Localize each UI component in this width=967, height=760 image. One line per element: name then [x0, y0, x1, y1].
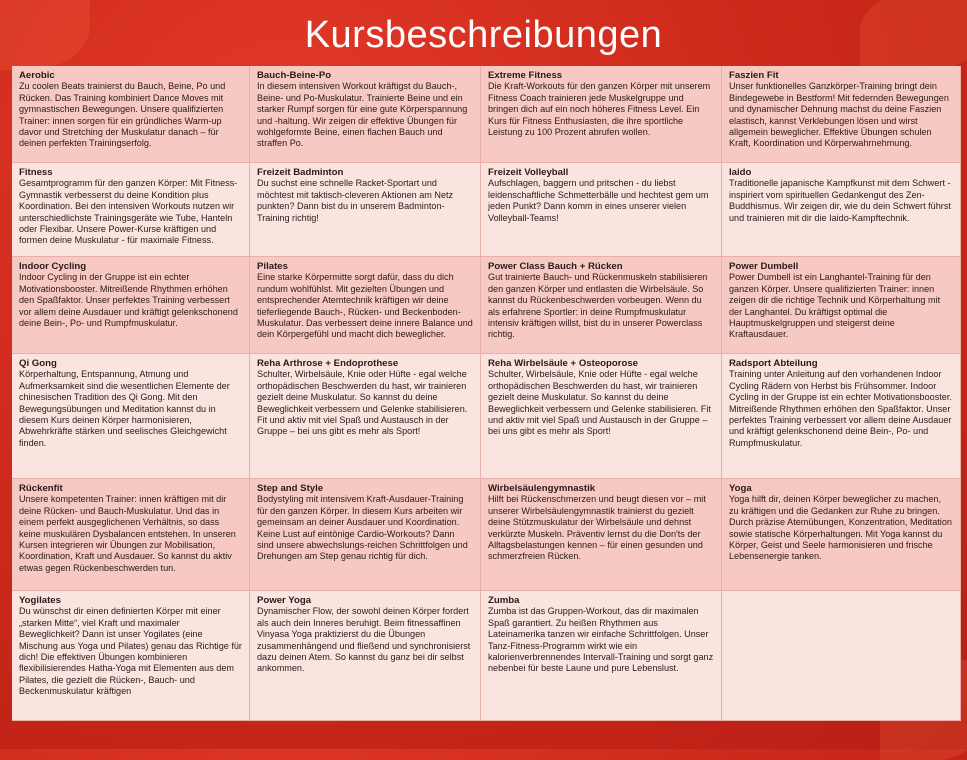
course-cell: [250, 66, 481, 163]
course-name: Rückenfit: [19, 483, 63, 494]
course-description: Hilft bei Rückenschmerzen und beugt diesen vor – mit unserer Wirbelsäulengymnastik trainierst du gezielt deine Stützmuskulatur der Wirbelsäule und dehnst verkürzte Muskeln. Präventiv lernst du die Don'ts der Alltagsbelastungen kennen – für einen gesunden und schmerzfreien Rücken.: [488, 494, 706, 562]
course-cell: [481, 591, 722, 721]
course-name: Fitness: [19, 167, 53, 178]
course-cell: [481, 479, 722, 591]
course-description: Traditionelle japanische Kampfkunst mit dem Schwert - inspiriert vom spirituellen Gedankengut des Zen-Buddhismus. Wir zeigen dir, wie du dein Schwert führst und trainieren mit dir die Iaido-Kampftechnik.: [729, 178, 951, 223]
course-cell: [722, 257, 961, 354]
course-name: Freizeit Volleyball: [488, 167, 569, 178]
course-name: Step and Style: [257, 483, 324, 494]
course-name: Aerobic: [19, 70, 55, 81]
course-name: Power Yoga: [257, 595, 312, 606]
course-name: Reha Arthrose + Endoprothese: [257, 358, 399, 369]
course-description: Du wünschst dir einen definierten Körper mit einer „starken Mitte“, viel Kraft und maximaler Beweglichkeit? Dann ist unser Yogilates (eine Mischung aus Yoga und Pilates) genau das Richtige für dich! Die effektiven Übungen kombinieren flexibilisierendes Hatha-Yoga mit Elementen aus dem Pilates, die gezielt die Rücken-, Bauch- und Beckenmuskulatur kräftigen: [19, 606, 242, 697]
course-cell: [12, 591, 250, 721]
course-cell: [481, 163, 722, 257]
course-cell: [250, 257, 481, 354]
course-description: Bodystyling mit intensivem Kraft-Ausdauer-Training für den ganzen Körper. In diesem Kurs arbeiten wir gemeinsam an deiner Ausdauer und Koordination. Keine Lust auf eintönige Cardio-Workouts? Dann sind unsere abwechslungs-reichen Schrittfolgen und Drehungen am Step genau richtig für dich.: [257, 494, 468, 562]
course-name: Iaido: [729, 167, 752, 178]
course-description: Körperhaltung, Entspannung, Atmung und Aufmerksamkeit sind die wesentlichen Elemente der chinesischen Tradition des Qi Gong. Mit den Bewegungsübungen und Meditation kannst du in diesem Kurs deinen Körper harmonisieren, Abwehrkräfte stärken und seelisches Gleichgewicht finden.: [19, 369, 230, 448]
course-description: Eine starke Körpermitte sorgt dafür, dass du dich rundum wohlfühlst. Mit gezielten Übungen und entsprechender Atemtechnik kräftigen wir deine tieferliegende Bauch-, Rücken- und Beckenboden-Muskulatur. Das verbessert deine innere Balance und dein Körpergefühl und macht dich beweglicher.: [257, 272, 473, 340]
course-description: Schulter, Wirbelsäule, Knie oder Hüfte - egal welche orthopädischen Beschwerden du hast, wir trainieren gezielt deine Muskulatur. So kannst du deine Beweglichkeit verbessern und Gelenke stabilisieren. Fit und aktiv mit viel Spaß und Austausch in der Gruppe – bei uns gibt es mehr als Sport!: [488, 369, 711, 437]
course-description: Indoor Cycling in der Gruppe ist ein echter Motivationsbooster. Mitreißende Rhythmen erhöhen den Spaßfaktor. Unser perfektes Training verbessert vor allem deine Ausdauer und kräftigt gelenkschonend deine Bein-, Po- und Rumpfmuskulatur.: [19, 272, 238, 329]
course-cell: [250, 163, 481, 257]
course-name: Faszien Fit: [729, 70, 779, 81]
course-grid: [12, 66, 961, 721]
course-description: Die Kraft-Workouts für den ganzen Körper mit unserem Fitness Coach trainieren jede Muskelgruppe und bringen dich auf ein noch höheres Fitness Level. Ein Kurs für Fitness Enthusiasten, die ihre sportliche Leistung zu 100 Prozent abrufen wollen.: [488, 81, 711, 138]
course-description: Gesamtprogramm für den ganzen Körper: Mit Fitness-Gymnastik verbesserst du deine Kondition plus Koordination. Bei den intensiven Workouts nutzen wir unterschiedlichste Trainingsgeräte wie Tube, Hanteln oder Flexibar. Unsere Power-Kurse kräftigen und formen deine Muskulatur - für maximale Fitness.: [19, 178, 238, 246]
course-cell: [12, 479, 250, 591]
course-name: Yogilates: [19, 595, 61, 606]
course-cell: [250, 354, 481, 479]
course-name: Yoga: [729, 483, 752, 494]
course-description: Aufschlagen, baggern und pritschen - du liebst leidenschaftliche Schmetterbälle und hechtest gem um jeden Punkt? Dann komm in eines unserer vielen Volleyball-Teams!: [488, 178, 709, 223]
course-cell: [12, 163, 250, 257]
course-description: Unser funktionelles Ganzkörper-Training bringt dein Bindegewebe in Bestform! Mit federnden Bewegungen und dynamischer Dehnung machst du deine Faszien elastisch, kannst Verklebungen lösen und wirst allgemein beweglicher. Effektive Übungen schulen Kraft, Koordination und Körperwahrnehmung.: [729, 81, 949, 149]
course-cell: [722, 479, 961, 591]
course-cell: [12, 257, 250, 354]
course-description: In diesem intensiven Workout kräftigst du Bauch-, Beine- und Po-Muskulatur. Trainierte Beine und ein starker Rumpf sorgen für eine gute Körperspannung und -haltung. Wir zeigen dir effektive Übungen für wohlgeformte Beine, einen flachen Bauch und straffen Po.: [257, 81, 468, 149]
course-description: Training unter Anleitung auf den vorhandenen Indoor Cycling Rädern von Herbst bis Frühsommer. Indoor Cycling in der Gruppe ist ein echter Motivationsbooster. Mitreißende Rhythmen erhöhen den Spaßfaktor. Unser perfektes Training verbessert vor allem deine Ausdauer und kräftigt gelenkschonend deine Bein-, Po- und Rumpfmuskulatur.: [729, 369, 952, 448]
course-name: Indoor Cycling: [19, 261, 87, 272]
course-cell: [481, 66, 722, 163]
course-description: Dynamischer Flow, der sowohl deinen Körper fordert als auch dein Inneres beruhigt. Beim fitnessaffinen Vinyasa Yoga praktizierst du die Übungen zusammenhängend und fließend und synchronisierst dazu deinen Atem. So kannst du ganz bei dir selbst ankommen.: [257, 606, 471, 674]
page-title: Kursbeschreibungen: [304, 14, 663, 56]
course-name: Power Class Bauch + Rücken: [488, 261, 623, 272]
course-name: Freizeit Badminton: [257, 167, 344, 178]
course-description: Gut trainierte Bauch- und Rückenmuskeln stabilisieren den ganzen Körper und entlasten die Wirbelsäule. So kannst du Rückenbeschwerden vorbeugen. Wenn du als erfahrene Sportler: in deine Rumpfmuskulatur intensiv kräftigen willst, bist du in unserer Powerclass richtig.: [488, 272, 708, 340]
course-name: Radsport Abteilung: [729, 358, 818, 369]
course-description: Power Dumbell ist ein Langhantel-Training für den ganzen Körper. Unsere qualifizierten Trainer: innen zeigen dir die richtige Technik und Körperhaltung mit der Langhantel. Du kräftigst optimal die Hauptmuskelgruppen und steigerst deine Kraftausdauer.: [729, 272, 941, 340]
course-cell: [12, 354, 250, 479]
course-name: Bauch-Beine-Po: [257, 70, 332, 81]
course-cell: [481, 257, 722, 354]
course-name: Wirbelsäulengymnastik: [488, 483, 596, 494]
course-cell: [250, 479, 481, 591]
course-description: Du suchst eine schnelle Racket-Sportart und möchtest mit taktisch-cleveren Aktionen am Netz punkten? Dann bist du in unserem Badminton-Training richtig!: [257, 178, 454, 223]
course-name: Power Dumbell: [729, 261, 799, 272]
course-description: Unsere kompetenten Trainer: innen kräftigen mit dir deine Rücken- und Bauch-Muskulatur. Und das in einem perfekt ausgeglichenen Verhältnis, so dass keine muskulären Dysbalancen entstehen. In unseren Kursen integrieren wir Übungen zur Mobilisation, Koordination, Kraft und Ausdauer. So kannst du aktiv etwas gegen Rückenbeschwerden tun.: [19, 494, 236, 573]
course-description: Yoga hilft dir, deinen Körper beweglicher zu machen, zu kräftigen und die Gedanken zur Ruhe zu bringen. Durch präzise Atemübungen, Konzentration, Meditation sowie statische Körperhaltungen. Mit Yoga kannst du Körper, Geist und Seele harmonisieren und frische Lebensenergie tanken.: [729, 494, 952, 562]
course-cell: [12, 66, 250, 163]
course-cell: [722, 354, 961, 479]
course-cell: [722, 66, 961, 163]
course-description: Zu coolen Beats trainierst du Bauch, Beine, Po und Rücken. Das Training kombiniert Dance Moves mit gymnastischen Bewegungen. Unsere qualifizierten Trainer: innen sorgen für ein gründliches Warm-up davor und Stretching der Muskulatur danach – für deinen perfekten Trainingserfolg.: [19, 81, 226, 149]
course-cell: [481, 354, 722, 479]
course-name: Zumba: [488, 595, 520, 606]
course-name: Extreme Fitness: [488, 70, 563, 81]
course-cell: [722, 163, 961, 257]
course-name: Reha Wirbelsäule + Osteoporose: [488, 358, 638, 369]
course-cell: [250, 591, 481, 721]
course-description: Schulter, Wirbelsäule, Knie oder Hüfte - egal welche orthopädischen Beschwerden du hast, wir trainieren gezielt deine Muskulatur. So kannst du deine Beweglichkeit verbessern und Gelenke stabilisieren. Fit und aktiv mit viel Spaß und Austausch in der Gruppe – bei uns gibt es mehr als Sport!: [257, 369, 468, 437]
course-description: Zumba ist das Gruppen-Workout, das dir maximalen Spaß garantiert. Zu heißen Rhythmen aus Lateinamerika tanzen wir einfache Schrittfolgen. Unser Tanz-Fitness-Programm wirkt wie ein kalorienverbrennendes Intervall-Training und sorgt ganz nebenbei für beste Laune und pure Lebenslust.: [488, 606, 714, 674]
course-name: Qi Gong: [19, 358, 57, 369]
course-cell: [722, 591, 961, 721]
course-name: Pilates: [257, 261, 288, 272]
